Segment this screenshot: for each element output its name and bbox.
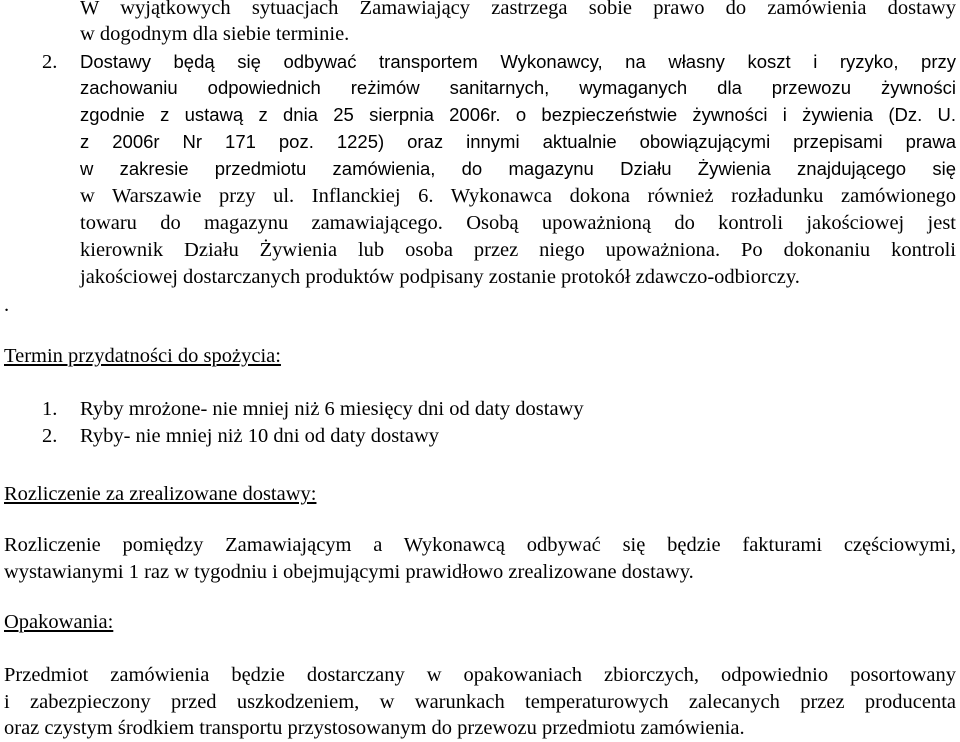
settlement-line-2: wystawianymi 1 raz w tygodniu i obejmującymi prawidłowo zrealizowane dostawy. [4, 561, 694, 583]
packaging-line-3: oraz czystym środkiem transportu przystosowanym do przewozu przedmiotu zamówienia. [4, 717, 745, 739]
item2-line-1: Dostawy będą się odbywać transportem Wykonawcy, na własny koszt i ryzyko, przy [80, 51, 956, 72]
shelf-life-heading: Termin przydatności do spożycia: [4, 345, 281, 367]
item2-line-4: z 2006r Nr 171 poz. 1225) oraz innymi aktualnie obowiązującymi przepisami prawa [80, 131, 956, 152]
item2-line-6: w Warszawie przy ul. Inflanckiej 6. Wykonawca dokona również rozładunku zamówionego [80, 185, 956, 207]
shelf-life-item-2-text: Ryby- nie mniej niż 10 dni od daty dostawy [80, 425, 440, 447]
shelf-life-item-1-text: Ryby mrożone- nie mniej niż 6 miesięcy dni od daty dostawy [80, 398, 584, 420]
settlement-heading: Rozliczenie za zrealizowane dostawy: [4, 483, 317, 505]
intro-line-1: W wyjątkowych sytuacjach Zamawiający zastrzega sobie prawo do zamówienia dostawy [80, 0, 956, 19]
item2-line-5: w zakresie przedmiotu zamówienia, do magazynu Działu Żywienia znajdującego się [80, 158, 956, 179]
item2-line-9: jakościowej dostarczanych produktów podpisany zostanie protokół zdawczo-odbiorczy. [80, 266, 800, 288]
packaging-line-2: i zabezpieczony przed uszkodzeniem, w warunkach temperaturowych zalecanych przez producenta [4, 691, 956, 713]
item2-line-3: zgodnie z ustawą z dnia 25 sierpnia 2006r. o bezpieczeństwie żywności i żywienia (Dz. U. [80, 104, 956, 125]
stray-dot: . [4, 294, 10, 316]
packaging-heading: Opakowania: [4, 611, 114, 633]
item2-line-8: kierownik Działu Żywienia lub osoba przez niego upoważniona. Po dokonaniu kontroli [80, 239, 956, 261]
shelf-life-item-1-number: 1. [42, 398, 58, 420]
item2-line-2: zachowaniu odpowiednich reżimów sanitarnych, wymaganych dla przewozu żywności [80, 77, 956, 98]
shelf-life-item-2-number: 2. [42, 425, 58, 447]
item2-number: 2. [42, 51, 58, 73]
item2-line-7: towaru do magazynu zamawiającego. Osobą upoważnioną do kontroli jakościowej jest [80, 212, 956, 234]
packaging-line-1: Przedmiot zamówienia będzie dostarczany w opakowaniach zbiorczych, odpowiednio posortowany [4, 664, 956, 686]
intro-line-2: w dogodnym dla siebie terminie. [80, 23, 350, 45]
settlement-line-1: Rozliczenie pomiędzy Zamawiającym a Wykonawcą odbywać się będzie fakturami częściowymi, [4, 534, 956, 556]
